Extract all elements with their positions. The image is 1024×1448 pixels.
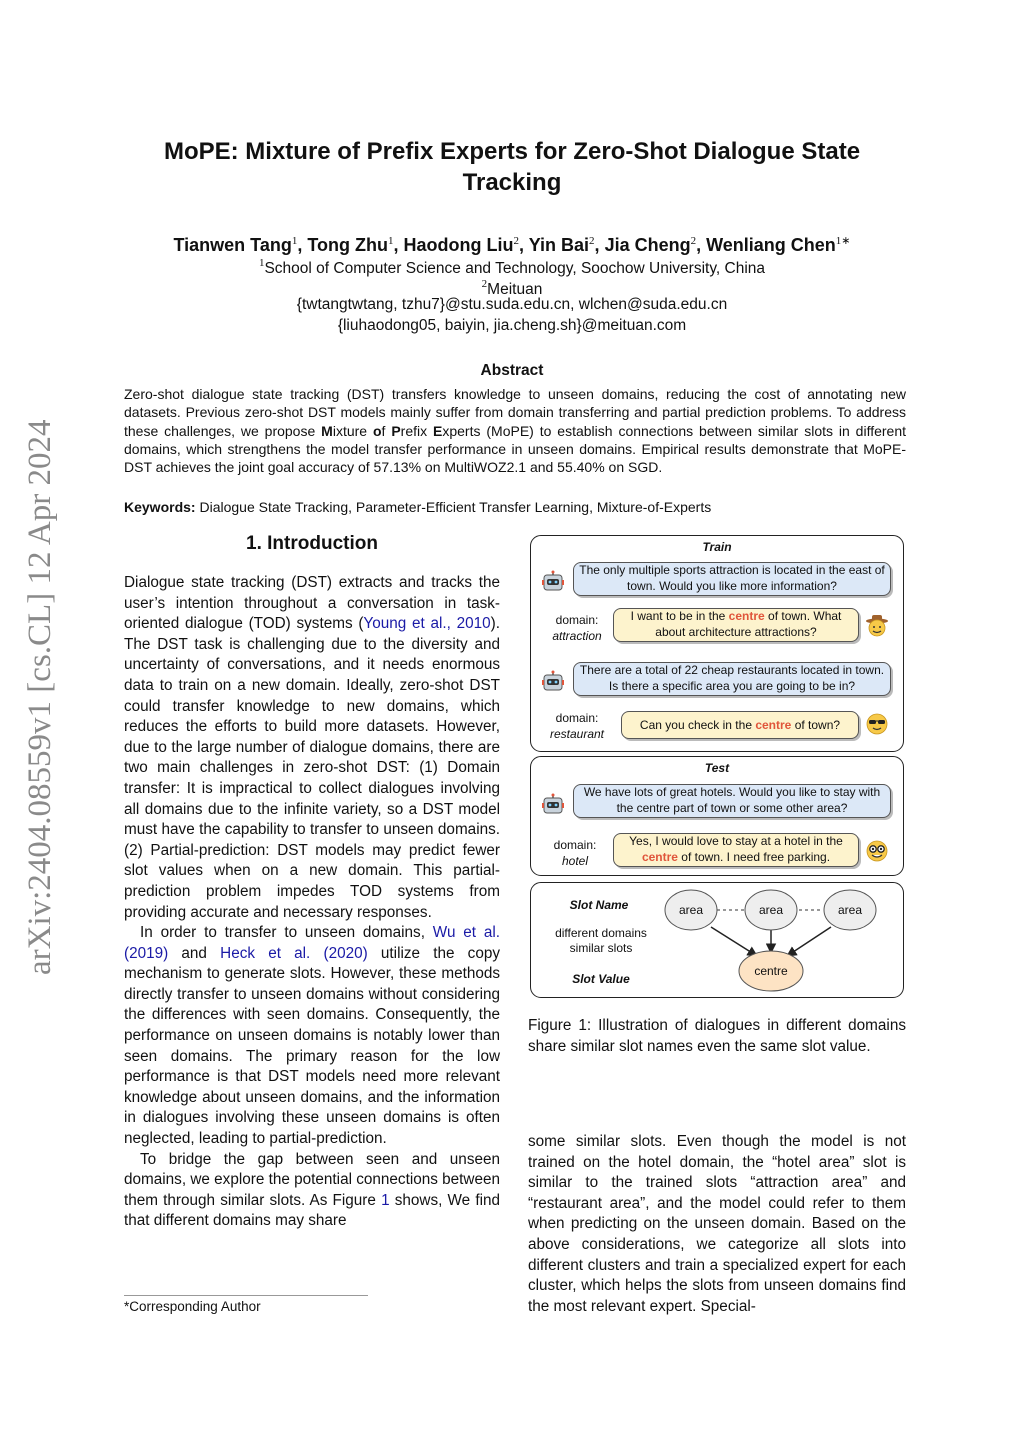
cowboy-face-icon [865, 614, 889, 638]
utterance-text: Yes, I would love to stay at a hotel in the [629, 834, 843, 848]
system-utterance-bubble: There are a total of 22 cheap restaurants located in town. Is there a specific area you are going to be in? [573, 662, 891, 696]
right-column [528, 1132, 906, 1317]
domain-value: attraction [552, 629, 602, 643]
system-utterance-bubble: The only multiple sports attraction is located in the east of town. Would you like more information? [573, 562, 891, 596]
author-mark: 2 [589, 235, 595, 247]
abstract-text: Zero-shot dialogue state tracking (DST) transfers knowledge to unseen domains, reducing the cost of annotating new datasets. Previous zero-shot DST models mainly suffer from domain transferring and partial prediction problems. To address these challenges, we propose [124, 386, 906, 439]
author-name: Tong Zhu [307, 235, 388, 255]
author-name: Jia Cheng [604, 235, 691, 255]
abstract-text: (MoPE) to establish connections between similar slots in different domains, which strengthens the model transfer performance in unseen domains. Empirical results demonstrate that MoPE-DST achieves the joint goal accuracy of 57.13% on MultiWOZ2.1 and 55.40% on SGD. [124, 422, 907, 476]
robot-icon [541, 793, 565, 817]
author-mark: 1 [291, 235, 298, 247]
train-label: Train [702, 540, 732, 554]
title-line-1: MoPE: Mixture of Prefix Experts for Zero-Shot Dialogue State [163, 138, 861, 165]
intro-paragraph-1 [124, 573, 500, 923]
footnote: *Corresponding Author [124, 1299, 261, 1314]
utterance-text: of town. What about architecture attractions? [655, 609, 842, 639]
body-text: ). The DST task is challenging due to the diversity and uncertainty of conversations, and it needs enormous data to train on a new domain. Ideally, zero-shot DST could transfer knowledge to new domains, which reduces the efforts to build more datasets. However, due to the large number of dialogue domains, there are two main challenges in zero-shot DST: (1) Domain transfer: It is impractical to collect dialogues involving all domains due to the infinite variety, so a DST model must have the capability to transfer to unseen domains. (2) Partial-prediction: DST models may predict fewer slot values when on a new domain. This partial-prediction problem impedes TOD systems from providing accurate and necessary responses. [124, 615, 500, 921]
domain-value: restaurant [549, 727, 605, 741]
body-text: and [168, 944, 221, 962]
abstract-text: refix [400, 422, 434, 439]
body-text: In order to transfer to unseen domains, [140, 924, 433, 942]
mapping-arrow [711, 927, 757, 956]
value-node-text: centre [754, 964, 788, 978]
arxiv-sidebar: arXiv:2404.08559v1 [cs.CL] 12 Apr 2024 [22, 419, 58, 975]
abstract-letter: o [372, 422, 382, 439]
figure-test-panel [530, 756, 904, 876]
utterance-text: Can you check in the [639, 718, 756, 732]
affiliation-mark: 1 [258, 257, 265, 269]
slot-name-label: Slot Name [569, 898, 629, 912]
citation-link[interactable]: Heck et al. (2020) [220, 944, 368, 962]
email-line-2: {liuhaodong05, baiyin, jia.cheng.sh}@meituan.com [337, 317, 687, 334]
robot-icon [541, 570, 565, 594]
domain-tag-restaurant [541, 710, 613, 742]
sunglasses-face-icon [865, 712, 889, 736]
abstract-heading: Abstract [480, 362, 544, 379]
body-text: To bridge the gap between seen and unseen domains, we explore the potential connections between them through similar slots. As Figure [124, 1150, 500, 1209]
body-text: shows, We find that different domains may share [124, 1191, 500, 1230]
nerd-face-icon [865, 839, 889, 863]
figure-ref-link[interactable]: 1 [381, 1191, 390, 1209]
keywords-text: Dialogue State Tracking, Parameter-Efficient Transfer Learning, Mixture-of-Experts [195, 499, 712, 515]
abstract-letter: M [321, 422, 333, 439]
author-mark: 1 [388, 235, 394, 247]
abstract-letter: E [433, 422, 443, 439]
abstract-text: ixture [332, 422, 373, 439]
slot-node-text: area [837, 903, 863, 917]
slot-value-highlight: centre [728, 609, 765, 623]
slot-node-text: area [758, 903, 784, 917]
slot-value-highlight: centre [755, 718, 792, 732]
citation-link[interactable]: Young et al., 2010 [363, 615, 491, 633]
author-mark: 2 [513, 235, 519, 247]
slot-graph [531, 883, 903, 997]
section-heading: 1. Introduction [246, 533, 378, 554]
keywords-label: Keywords: [124, 499, 196, 515]
domain-value: hotel [561, 854, 589, 868]
abstract-text: xperts [442, 422, 481, 439]
intro-paragraph-3 [124, 1150, 500, 1232]
user-utterance-bubble [613, 833, 859, 867]
author-name: Wenliang Chen [706, 235, 836, 255]
email-line-1: {twtangtwtang, tzhu7}@stu.suda.edu.cn, wlchen@suda.edu.cn [296, 296, 728, 313]
figure-train-panel [530, 535, 904, 752]
author-name: Yin Bai [528, 235, 590, 255]
body-text: utilize the copy mechanism to generate slots. However, these methods directly transfer to unseen domains without considering the differences with seen domains. Consequently, the performance on unseen domains is notably lower than seen domains. The primary reason for the low performance is that DST models need more relevant knowledge about unseen domains, and the information in dialogues involving these unseen domains is often neglected, leading to partial-prediction. [124, 944, 500, 1148]
mapping-arrow [787, 927, 831, 956]
author-name: Tianwen Tang [173, 235, 292, 255]
author-mark: 1∗ [835, 235, 851, 247]
affiliation-text: Meituan [487, 281, 543, 298]
slot-node-text: area [678, 903, 704, 917]
slot-value-highlight: centre [641, 849, 678, 864]
test-label: Test [704, 761, 730, 775]
user-utterance-bubble [621, 711, 859, 739]
abstract-text: f [381, 422, 392, 439]
footnote-rule [124, 1295, 368, 1296]
robot-icon [541, 670, 565, 694]
system-utterance-bubble: We have lots of great hotels. Would you like to stay with the centre part of town or some other area? [573, 784, 891, 818]
intro-paragraph-continued: some similar slots. Even though the model is not trained on the hotel domain, the “hotel area” slot is similar to the trained slots “attraction area” and “restaurant area”, and the model could refer to them when predicting on the unseen domain. Based on the above considerations, we categorize all slots into different clusters and train a specialized expert for each cluster, which helps the slots from unseen domains find the most relevant expert. Special- [528, 1133, 906, 1315]
intro-paragraph-2 [124, 923, 500, 1150]
body-text: Dialogue state tracking (DST) extracts and tracks the user’s intention throughout a conversation in task-oriented dialogue (TOD) systems ( [124, 574, 500, 633]
left-column [124, 573, 500, 1232]
domain-label: domain: [555, 613, 599, 627]
author-list: Tianwen Tang$^1$, Tong Zhu$^1$, Haodong Liu$^2$, Yin Bai$^2$, Jia Cheng$^2$, Wenliang Chen$^{1∗}$ [173, 235, 851, 255]
abstract-body [124, 385, 906, 476]
author-mark: 2 [690, 235, 697, 247]
figure-caption: Figure 1: Illustration of dialogues in different domains share similar slot names even the same slot value. [528, 1017, 906, 1055]
affiliation-mark: 2 [481, 278, 488, 290]
abstract-letter: P [391, 422, 401, 439]
user-utterance-bubble [613, 608, 859, 642]
slot-value-label: Slot Value [572, 972, 630, 986]
domain-label: domain: [555, 711, 599, 725]
citation-link[interactable]: Wu et al. (2019) [124, 924, 500, 962]
author-name: Haodong Liu [403, 235, 514, 255]
utterance-text: I want to be in the [630, 609, 729, 623]
domain-label: domain: [553, 838, 597, 852]
similar-slots-label: different domains similar slots [555, 926, 647, 955]
figure-slot-panel [530, 882, 904, 998]
title-line-2: Tracking [462, 169, 562, 196]
domain-tag-attraction [541, 612, 613, 644]
paper-title [100, 136, 924, 198]
domain-tag-hotel [539, 837, 611, 869]
utterance-text: of town. I need free parking. [677, 849, 831, 864]
keywords [124, 498, 906, 516]
affiliation-text: School of Computer Science and Technology, Soochow University, China [264, 260, 766, 277]
utterance-text: of town? [791, 718, 841, 732]
